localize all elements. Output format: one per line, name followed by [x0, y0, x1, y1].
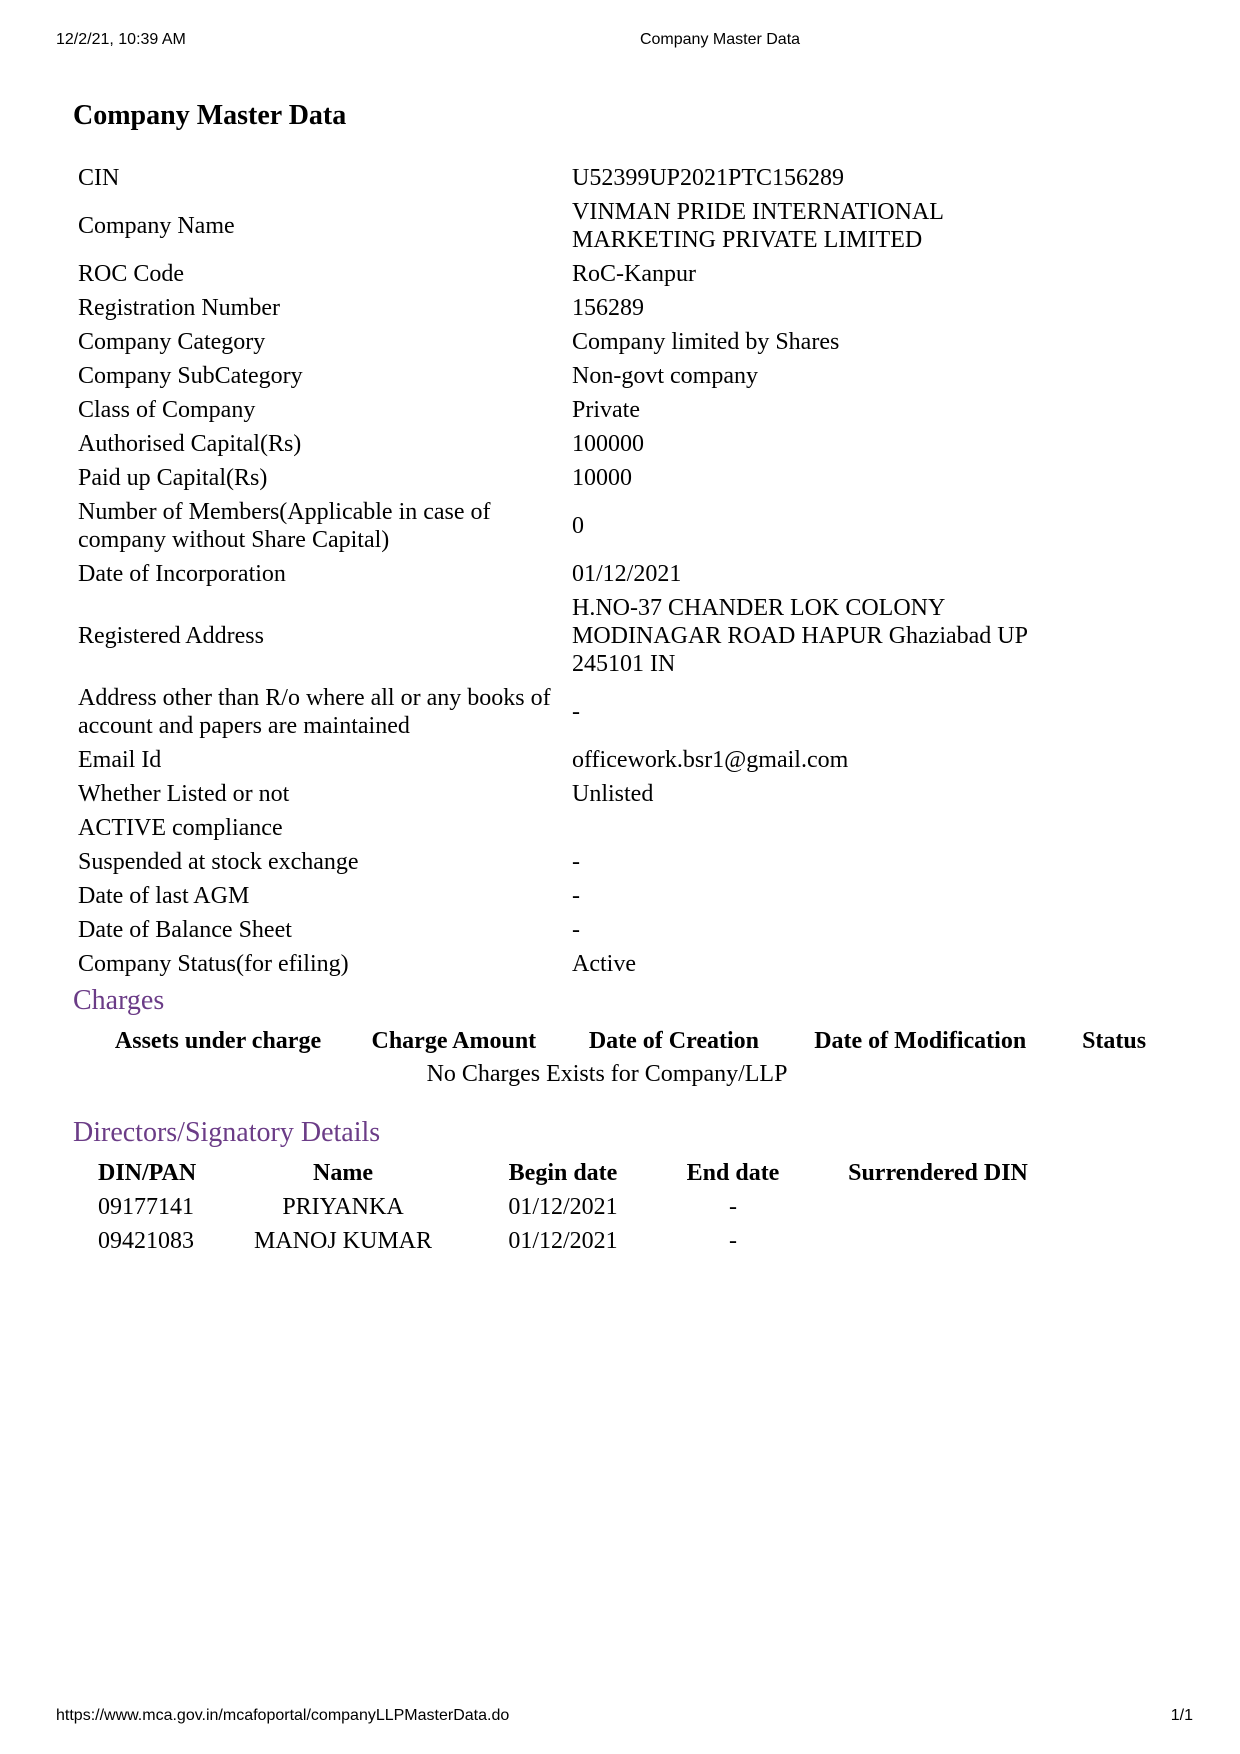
- field-value: U52399UP2021PTC156289: [572, 165, 845, 191]
- field-label: Date of Balance Sheet: [78, 917, 292, 943]
- table-row: [73, 325, 1173, 359]
- table-row: [73, 879, 1173, 913]
- field-value: 100000: [572, 431, 644, 457]
- name-cell: PRIYANKA: [282, 1193, 404, 1220]
- print-header-title: Company Master Data: [639, 31, 801, 48]
- field-label: Registration Number: [78, 295, 280, 321]
- charges-heading: Charges: [73, 985, 165, 1016]
- charges-table: [87, 1025, 1177, 1091]
- field-value: Active: [572, 951, 636, 977]
- field-value: Private: [572, 397, 640, 423]
- column-header: End date: [686, 1160, 780, 1186]
- surrendered-din-cell: [818, 1224, 1058, 1258]
- column-header: Date of Modification: [814, 1028, 1027, 1054]
- field-label: Company Status(for efiling): [78, 951, 349, 977]
- table-row: [73, 461, 1173, 495]
- field-label: Address other than R/o where all or any books of account and papers are maintained: [78, 685, 551, 739]
- field-value: officework.bsr1@gmail.com: [572, 747, 849, 773]
- table-row: [98, 1224, 1058, 1258]
- table-row: [73, 811, 1173, 845]
- table-row: [73, 359, 1173, 393]
- field-value: -: [572, 849, 580, 875]
- table-row: [73, 291, 1173, 325]
- table-row: [73, 681, 1173, 743]
- table-row: [73, 257, 1173, 291]
- field-value: RoC-Kanpur: [572, 261, 696, 287]
- field-label: ROC Code: [78, 261, 185, 287]
- surrendered-din-cell: [818, 1190, 1058, 1224]
- directors-table: [98, 1157, 1058, 1258]
- field-value: -: [572, 917, 580, 943]
- field-label: Suspended at stock exchange: [78, 849, 359, 875]
- table-row: [73, 161, 1173, 195]
- column-header: DIN/PAN: [98, 1160, 197, 1186]
- table-row: [73, 845, 1173, 879]
- end-date-cell: -: [729, 1193, 737, 1220]
- column-header: Begin date: [508, 1160, 618, 1186]
- begin-date-cell: 01/12/2021: [508, 1227, 618, 1254]
- field-label: Registered Address: [78, 623, 264, 649]
- table-row: [73, 913, 1173, 947]
- print-datetime: 12/2/21, 10:39 AM: [56, 31, 186, 48]
- field-label: Email Id: [78, 747, 162, 773]
- field-value: Non-govt company: [572, 363, 758, 389]
- field-value: [567, 811, 1173, 845]
- din-cell: 09421083: [98, 1227, 194, 1254]
- table-row: [73, 393, 1173, 427]
- company-master-table: [73, 161, 1173, 981]
- field-value: -: [572, 883, 580, 909]
- print-footer-url: https://www.mca.gov.in/mcafoportal/companyLLPMasterData.do: [56, 1707, 510, 1724]
- field-label: Whether Listed or not: [78, 781, 290, 807]
- charges-header-row: [87, 1025, 1177, 1058]
- field-label: Class of Company: [78, 397, 256, 423]
- column-header: Surrendered DIN: [848, 1160, 1028, 1186]
- field-value: -: [572, 699, 580, 725]
- field-label: Authorised Capital(Rs): [78, 431, 302, 457]
- field-value: 156289: [572, 295, 644, 321]
- field-label: Date of Incorporation: [78, 561, 286, 587]
- field-label: Company Category: [78, 329, 266, 355]
- field-label: Paid up Capital(Rs): [78, 465, 268, 491]
- field-label: Company Name: [78, 213, 235, 239]
- table-row: [73, 591, 1173, 681]
- page-title: Company Master Data: [73, 100, 347, 131]
- column-header: Name: [313, 1160, 373, 1186]
- begin-date-cell: 01/12/2021: [508, 1193, 618, 1220]
- column-header: Date of Creation: [588, 1028, 759, 1054]
- field-value: Company limited by Shares: [572, 329, 840, 355]
- din-cell: 09177141: [98, 1193, 194, 1220]
- table-row: [73, 427, 1173, 461]
- table-row: [73, 777, 1173, 811]
- field-value: H.NO-37 CHANDER LOK COLONY MODINAGAR ROAD HAPUR Ghaziabad UP 245101 IN: [572, 595, 1028, 677]
- column-header: Status: [1082, 1028, 1147, 1054]
- field-value: VINMAN PRIDE INTERNATIONAL MARKETING PRIVATE LIMITED: [572, 199, 944, 253]
- field-value: 10000: [572, 465, 632, 491]
- column-header: Assets under charge: [114, 1028, 322, 1054]
- field-value: 01/12/2021: [572, 561, 682, 587]
- directors-header-row: [98, 1157, 1058, 1190]
- table-row: [73, 495, 1173, 557]
- table-row: [73, 947, 1173, 981]
- field-label: Date of last AGM: [78, 883, 250, 909]
- directors-heading: Directors/Signatory Details: [73, 1117, 381, 1148]
- field-label: CIN: [78, 165, 120, 191]
- end-date-cell: -: [729, 1227, 737, 1254]
- table-row: [87, 1058, 1177, 1091]
- print-page-number: 1/1: [1170, 1707, 1193, 1724]
- table-row: [73, 195, 1173, 257]
- field-label: ACTIVE compliance: [78, 815, 283, 841]
- field-label: Number of Members(Applicable in case of company without Share Capital): [78, 499, 491, 553]
- name-cell: MANOJ KUMAR: [253, 1227, 433, 1254]
- field-value: 0: [572, 513, 584, 539]
- table-row: [73, 743, 1173, 777]
- field-value: Unlisted: [572, 781, 654, 807]
- no-charges-message: No Charges Exists for Company/LLP: [426, 1061, 788, 1087]
- field-label: Company SubCategory: [78, 363, 303, 389]
- table-row: [73, 557, 1173, 591]
- column-header: Charge Amount: [371, 1028, 537, 1054]
- table-row: [98, 1190, 1058, 1224]
